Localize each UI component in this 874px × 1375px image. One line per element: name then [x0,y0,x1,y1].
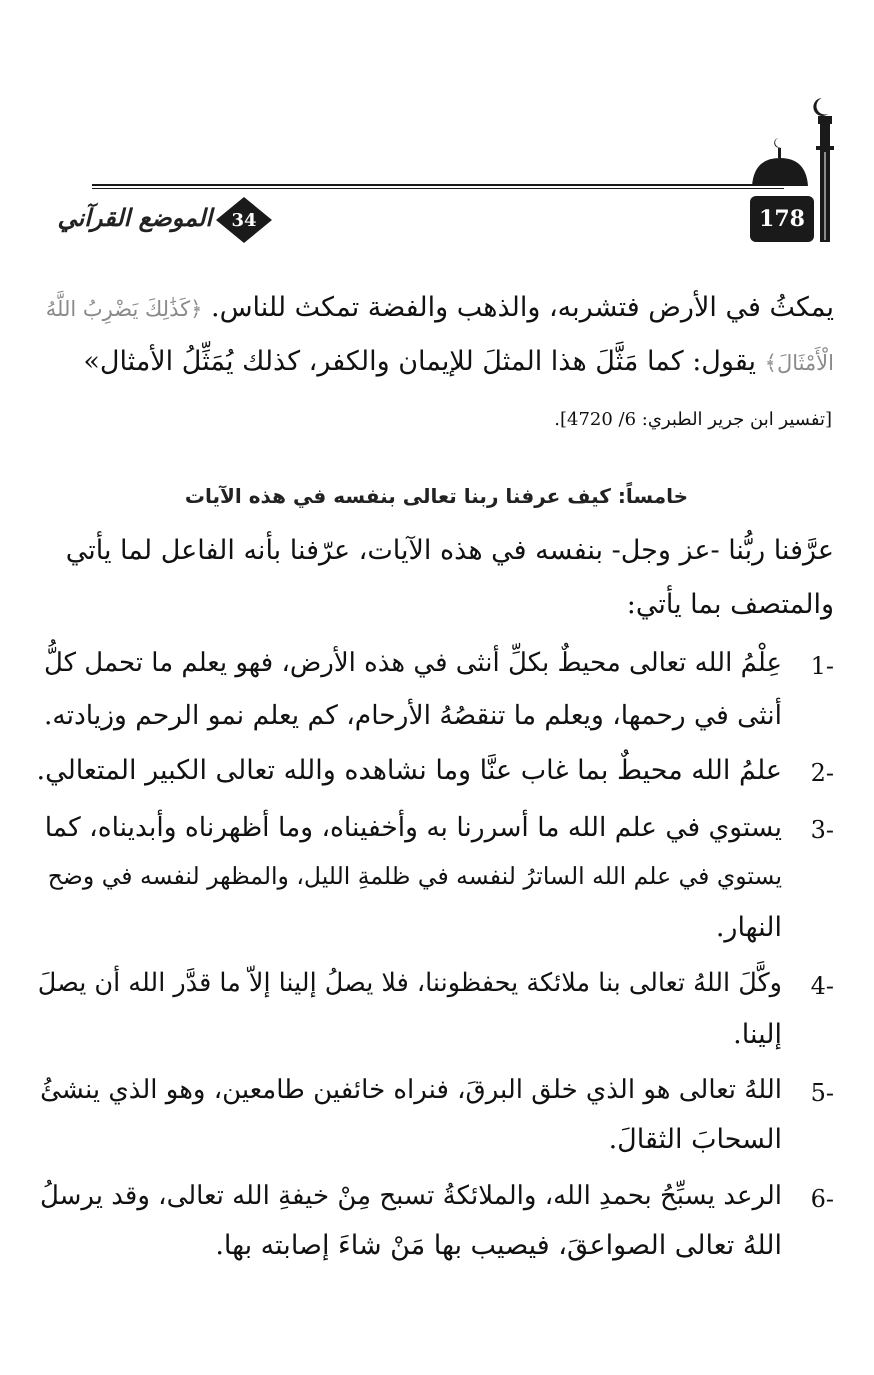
page-number-badge: 178 [750,196,814,242]
section-number: 34 [231,209,257,231]
list-item-line: اللهُ تعالى الصواعقَ، فيصيب بها مَنْ شاءَ إصابته بها. [215,1230,782,1261]
list-item-number: 1- [810,652,834,680]
header-rule-thin [92,188,784,189]
para-text: يمكثُ في الأرض فتشربه، والذهب والفضة تمكث للناس. [211,292,834,323]
intro-line: والمتصف بما يأتي: [626,589,834,620]
book-title-logo: الموضع القرآني [57,203,212,232]
list-item-line: علمُ الله محيطٌ بما غاب عنَّا وما نشاهده والله تعالى الكبير المتعالي. [36,755,782,786]
list-item-number: 5- [810,1079,834,1107]
list-item-line: يستوي في علم الله الساترُ لنفسه في ظلمةِ الليل، والمظهر لنفسه في وضح [47,862,782,890]
list-item-number: 4- [810,972,834,1000]
list-item-number: 3- [810,816,834,844]
list-item-line: النهار. [715,912,782,943]
list-item-line: عِلْمُ الله تعالى محيطٌ بكلِّ أنثى في هذه الأرض، فهو يعلم ما تحمل كلُّ [43,648,782,678]
list-item-line: السحابَ الثقالَ. [608,1124,782,1155]
quran-verse: الْأَمْثَالَ﴾ [764,351,834,375]
source-citation: [تفسير ابن جرير الطبري: 6/ 4720]. [554,409,832,430]
quran-verse: ﴿كَذَٰلِكَ يَضْرِبُ اللَّهُ [45,297,203,321]
list-item-line: وكَّلَ اللهُ تعالى بنا ملائكة يحفظوننا، فلا يصلُ إلينا إلاّ ما قدَّر الله أن يصلَ [37,968,782,998]
intro-line: عرَّفنا ربُّنا -عز وجل- بنفسه في هذه الآيات، عرّفنا بأنه الفاعل لما يأتي [65,535,834,566]
para-line [46,292,834,323]
list-item-number: 2- [810,759,834,787]
para-text: يقول: كما مَثَّلَ هذا المثلَ للإيمان والكفر، كذلك يُمَثِّلُ الأمثال» [83,346,757,377]
list-item-line: أنثى في رحمها، ويعلم ما تنقصُهُ الأرحام، كم يعلم نمو الرحم وزيادته. [43,700,782,731]
list-item-line: إلينا. [733,1019,782,1050]
para-line [83,346,834,377]
list-item-line: اللهُ تعالى هو الذي خلق البرقَ، فنراه خائفين طامعين، وهو الذي ينشئُ [40,1075,782,1105]
list-item-line: يستوي في علم الله ما أسررنا به وأخفيناه، وما أظهرناه وأبديناه، كما [44,812,782,843]
list-item-number: 6- [810,1185,834,1213]
header-rule [92,184,784,186]
section-heading: خامساً: كيف عرفنا ربنا تعالى بنفسه في هذه الآيات [184,484,688,508]
list-item-line: الرعد يسبِّحُ بحمدِ الله، والملائكةُ تسبح مِنْ خيفةِ الله تعالى، وقد يرسلُ [39,1181,782,1211]
